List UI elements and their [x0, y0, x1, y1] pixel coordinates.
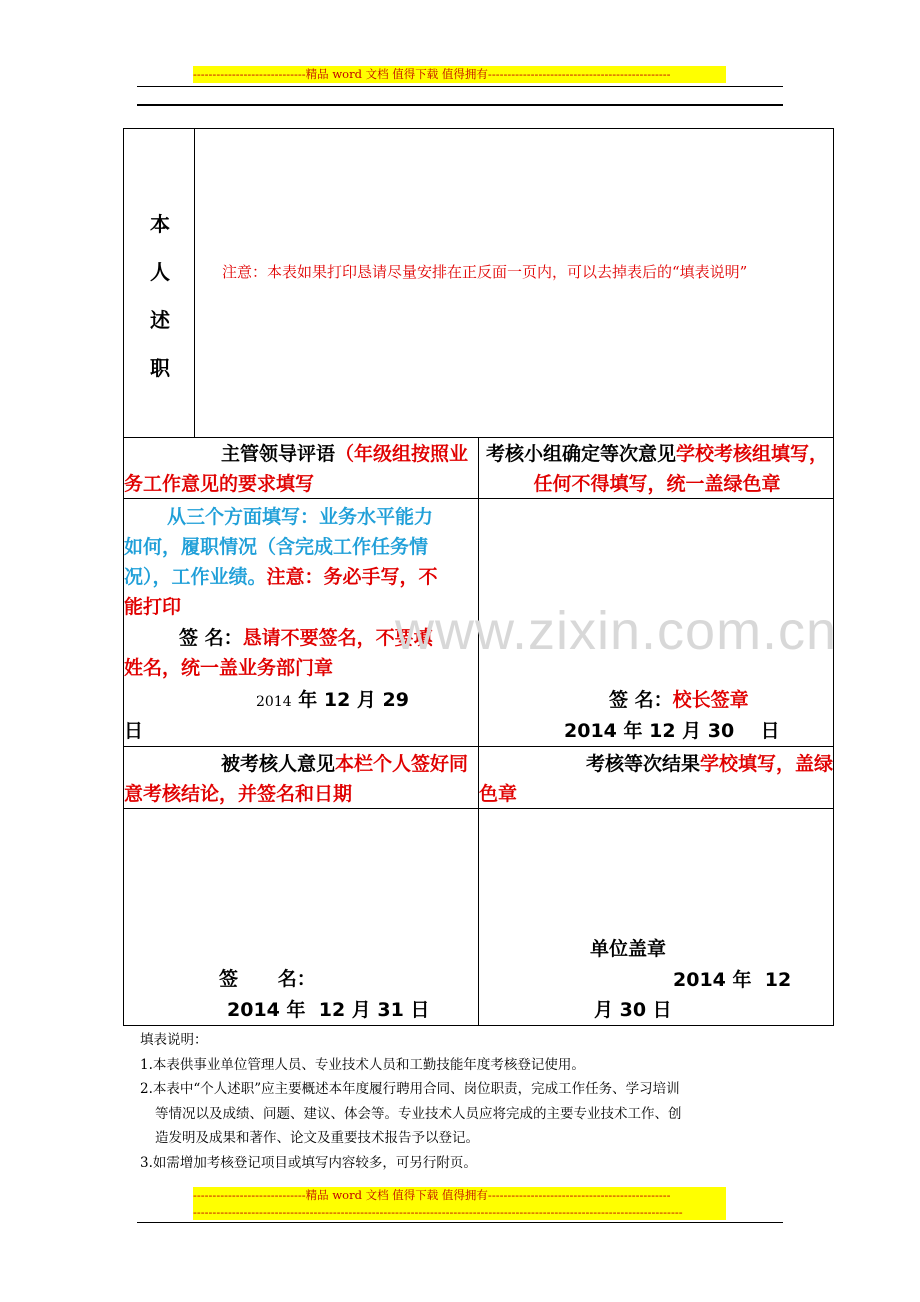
label-char: 述 — [150, 308, 170, 332]
notes-item: 造发明及成果和著作、论文及重要技术报告予以登记。 — [155, 1130, 479, 1146]
panel-sign-note: 校长签章 — [672, 689, 749, 711]
panel-sign — [609, 685, 749, 715]
supervisor-date — [256, 685, 409, 717]
result-header — [479, 749, 834, 809]
result-title-note: 学校填写，盖绿色章 — [479, 753, 834, 805]
supervisor-sign-label: 签 名： — [179, 627, 243, 649]
self-report-content-cell[interactable] — [194, 128, 834, 438]
notes-item: 3.如需增加考核登记项目或填写内容较多，可另行附页。 — [140, 1155, 477, 1171]
examinee-title-note: 本栏个人签好同意考核结论，并签名和日期 — [124, 753, 469, 805]
notes-heading: 填表说明： — [140, 1032, 208, 1048]
examinee-content-cell[interactable] — [123, 808, 479, 1026]
result-header-cell — [478, 746, 834, 809]
examinee-date: 2014 年 12 月 31 日 — [227, 999, 430, 1021]
self-report-label-cell — [123, 128, 195, 438]
self-report-note: 注意：本表如果打印恳请尽量安排在正反面一页内，可以去掉表后的“填表说明” — [222, 263, 748, 281]
header-banner: -----------------------------精品 word 文档 值得下载 值得拥有----------------------------------------------- — [193, 66, 726, 83]
notes-item: 1.本表供事业单位管理人员、专业技术人员和工勤技能年度考核登记使用。 — [140, 1057, 585, 1073]
watermark: www.zixin.com.cn — [395, 601, 838, 661]
footer-banner: -----------------------------精品 word 文档 值得下载 值得拥有----------------------------------------------- — [193, 1187, 726, 1204]
supervisor-date-rest: 年 12 月 29 — [298, 689, 409, 711]
notes-item: 2.本表中“个人述职”应主要概述本年度履行聘用合同、岗位职责，完成工作任务、学习培训 — [140, 1081, 680, 1097]
examinee-title: 被考核人意见 — [221, 753, 336, 775]
result-seal: 单位盖章 — [590, 938, 667, 960]
footer-rule — [137, 1222, 783, 1223]
panel-header-cell — [478, 437, 834, 499]
supervisor-title: 主管领导评语 — [221, 443, 336, 465]
result-date-line1: 2014 年 12 — [673, 969, 792, 991]
result-content-cell[interactable] — [478, 808, 834, 1026]
label-char: 人 — [150, 260, 170, 284]
result-title: 考核等次结果 — [586, 753, 701, 775]
panel-date: 2014 年 12 月 30 日 — [564, 720, 780, 742]
footer-banner-rule: ------------------------------------------------------------------------------------------------------------------------------ — [193, 1204, 726, 1220]
notes-item: 等情况以及成绩、问题、建议、体会等。专业技术人员应将完成的主要专业技术工作、创 — [155, 1106, 682, 1122]
examinee-header-cell — [123, 746, 479, 809]
supervisor-header — [124, 439, 479, 499]
supervisor-sign-note: 恳请不要签名，不要填姓名，统一盖业务部门章 — [124, 627, 433, 679]
supervisor-header-cell — [123, 437, 479, 499]
panel-title: 考核小组确定等次意见 — [485, 443, 676, 465]
self-report-label — [124, 200, 195, 392]
result-date-line2: 月 30 日 — [594, 999, 672, 1021]
supervisor-title-note: （年级组按照业务工作意见的要求填写 — [124, 443, 469, 495]
label-char: 本 — [150, 212, 170, 236]
examinee-sign-label: 签 名： — [219, 968, 316, 990]
label-char: 职 — [150, 356, 170, 380]
header-rule-top — [137, 86, 783, 87]
supervisor-instruction-text: 从三个方面填写：业务水平能力如何，履职情况（含完成工作任务情况），工作业绩。 — [124, 506, 434, 588]
supervisor-date-year: 2014 — [256, 694, 292, 710]
panel-header — [481, 439, 833, 499]
panel-sign-label: 签 名： — [609, 689, 673, 711]
panel-title-note: 学校考核组填写，任何不得填写，统一盖绿色章 — [533, 443, 829, 495]
header-rule-thick — [137, 104, 783, 106]
supervisor-instruction-note: 注意：务必手写，不能打印 — [124, 566, 438, 618]
examinee-header — [124, 749, 479, 809]
supervisor-date-day: 日 — [124, 720, 144, 742]
